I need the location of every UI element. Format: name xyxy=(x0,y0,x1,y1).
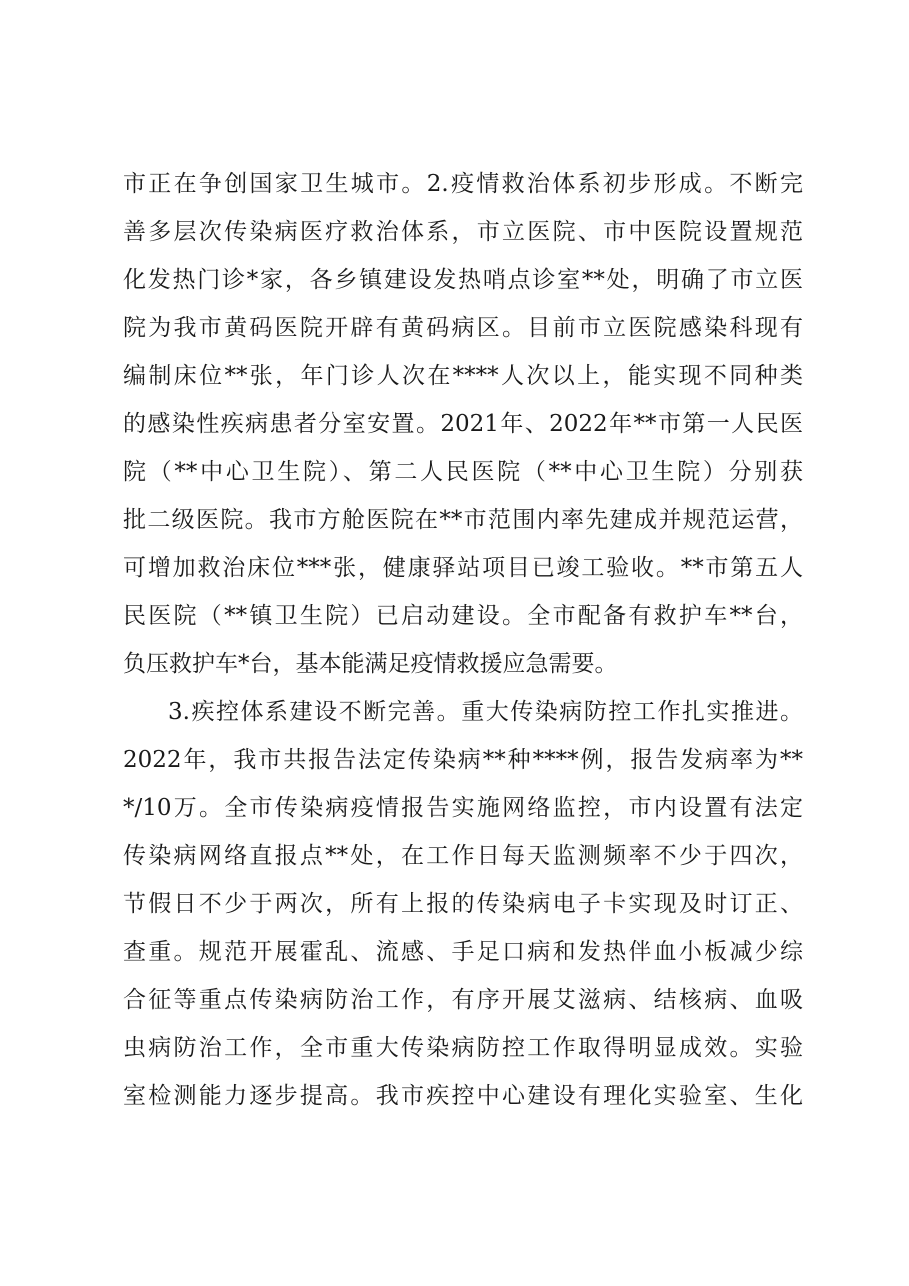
text-line: 3.疾控体系建设不断完善。重大传染病防控工作扎实推进。 xyxy=(168,699,803,725)
text-line: 负压救护车*台，基本能满足疫情救援应急需要。 xyxy=(123,651,618,677)
text-line: 院为我市黄码医院开辟有黄码病区。目前市立医院感染科现有 xyxy=(123,315,803,341)
text-line: 批二级医院。我市方舱医院在**市范围内率先建成并规范运营， xyxy=(123,507,803,533)
text-line: 虫病防治工作，全市重大传染病防控工作取得明显成效。实验 xyxy=(123,1035,803,1061)
text-line: */10万。全市传染病疫情报告实施网络监控，市内设置有法定 xyxy=(123,795,803,821)
text-line: 合征等重点传染病防治工作，有序开展艾滋病、结核病、血吸 xyxy=(123,987,803,1013)
text-line: 查重。规范开展霍乱、流感、手足口病和发热伴血小板减少综 xyxy=(123,939,803,965)
text-line: 化发热门诊*家，各乡镇建设发热哨点诊室**处，明确了市立医 xyxy=(123,267,803,293)
text-line: 可增加救治床位***张，健康驿站项目已竣工验收。**市第五人 xyxy=(123,555,803,581)
text-line: 的感染性疾病患者分室安置。2021年、2022年**市第一人民医 xyxy=(123,411,803,437)
text-line: 院（**中心卫生院）、第二人民医院（**中心卫生院）分别获 xyxy=(123,459,803,485)
text-line: 善多层次传染病医疗救治体系，市立医院、市中医院设置规范 xyxy=(123,219,803,245)
text-line: 室检测能力逐步提高。我市疾控中心建设有理化实验室、生化 xyxy=(123,1083,803,1109)
text-line: 市正在争创国家卫生城市。2.疫情救治体系初步形成。不断完 xyxy=(123,171,803,197)
text-line: 传染病网络直报点**处，在工作日每天监测频率不少于四次， xyxy=(123,843,803,869)
text-line: 2022年，我市共报告法定传染病**种****例，报告发病率为** xyxy=(123,747,803,773)
text-line: 节假日不少于两次，所有上报的传染病电子卡实现及时订正、 xyxy=(123,891,803,917)
text-line: 民医院（**镇卫生院）已启动建设。全市配备有救护车**台， xyxy=(123,603,803,629)
text-line: 编制床位**张，年门诊人次在****人次以上，能实现不同种类 xyxy=(123,363,803,389)
